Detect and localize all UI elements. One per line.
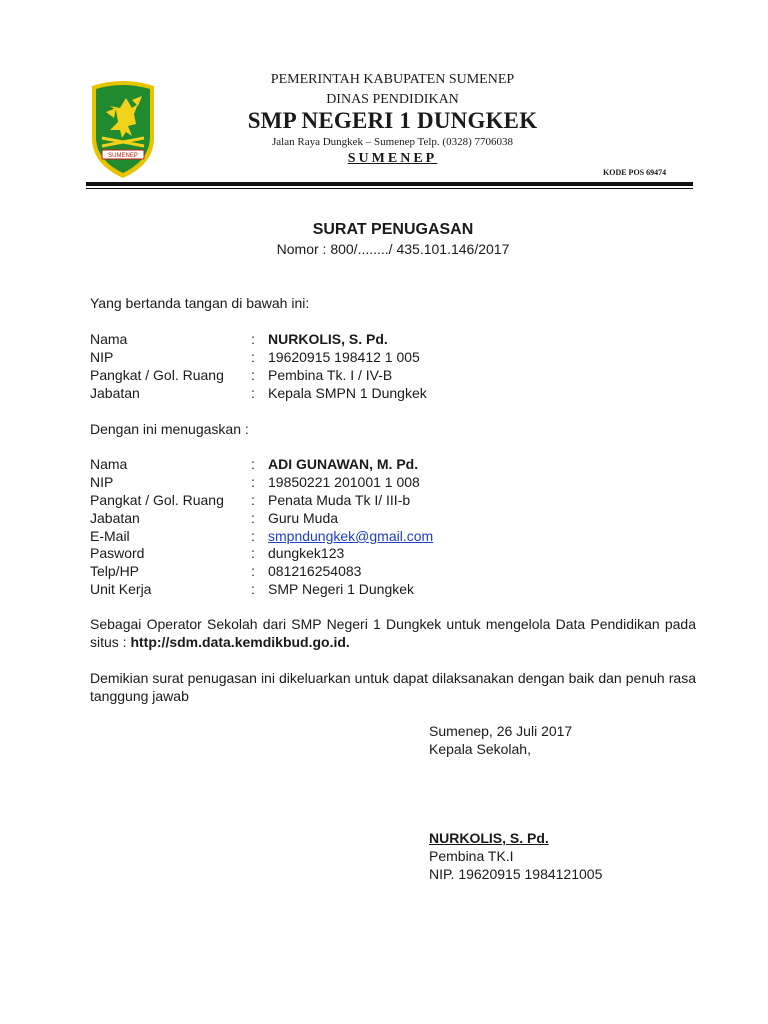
assignee-label-email: E-Mail (90, 528, 130, 544)
colon: : (251, 545, 255, 561)
purpose-text: Sebagai Operator Sekolah dari SMP Negeri 1 Dungkek untuk mengelola Data Pendidikan pada situs : (90, 616, 696, 650)
assignee-label-unit: Unit Kerja (90, 581, 152, 597)
header-city: SUMENEP (347, 151, 438, 166)
colon: : (251, 349, 255, 365)
letter-title: SURAT PENUGASAN (312, 221, 474, 238)
assignee-nip: 19850221 201001 1 008 (268, 474, 420, 490)
signer-position: Kepala SMPN 1 Dungkek (268, 385, 427, 401)
header-department: DINAS PENDIDIKAN (326, 92, 459, 107)
colon: : (251, 510, 255, 526)
colon: : (251, 474, 255, 490)
assignee-label-nip: NIP (90, 474, 114, 490)
closing-paragraph: Demikian surat penugasan ini dikeluarkan untuk dapat dilaksanakan dengan baik dan penuh rasa tanggung jawab (90, 670, 696, 704)
header-school-name: SMP NEGERI 1 DUNGKEK (247, 108, 538, 133)
signature-place-date: Sumenep, 26 Juli 2017 (429, 723, 573, 739)
purpose-paragraph (90, 615, 696, 651)
signer-label-nip: NIP (90, 349, 114, 365)
email-link[interactable]: smpndungkek@gmail.com (268, 528, 434, 544)
signer-label-position: Jabatan (90, 385, 140, 401)
signer-name: NURKOLIS, S. Pd. (268, 331, 388, 347)
colon: : (251, 528, 255, 544)
assignee-label-name: Nama (90, 456, 128, 472)
signer-rank: Pembina Tk. I / IV-B (268, 367, 393, 383)
assignee-label-position: Jabatan (90, 510, 140, 526)
intro-text: Yang bertanda tangan di bawah ini: (90, 295, 310, 311)
signature-name: NURKOLIS, S. Pd. (429, 830, 549, 846)
colon: : (251, 581, 255, 597)
colon: : (251, 492, 255, 508)
header-divider-thick (86, 182, 693, 186)
signer-label-name: Nama (90, 331, 128, 347)
header-government: PEMERINTAH KABUPATEN SUMENEP (270, 72, 515, 87)
letter-number: Nomor : 800/......../ 435.101.146/2017 (276, 241, 510, 257)
assignee-unit: SMP Negeri 1 Dungkek (268, 581, 415, 597)
signature-position: Kepala Sekolah, (429, 741, 531, 757)
signature-nip: NIP. 19620915 1984121005 (429, 866, 603, 882)
header-address: Jalan Raya Dungkek – Sumenep Telp. (0328) 7706038 (272, 136, 513, 148)
assignee-label-phone: Telp/HP (90, 563, 140, 579)
assignee-name: ADI GUNAWAN, M. Pd. (268, 456, 419, 472)
svg-text:SUMENEP: SUMENEP (108, 153, 138, 159)
assignee-label-password: Pasword (90, 545, 145, 561)
colon: : (251, 456, 255, 472)
assignee-password: dungkek123 (268, 545, 345, 561)
assign-intro: Dengan ini menugaskan : (90, 421, 249, 437)
colon: : (251, 331, 255, 347)
purpose-url: http://sdm.data.kemdikbud.go.id. (130, 634, 350, 650)
school-logo (88, 78, 158, 180)
assignee-phone: 081216254083 (268, 563, 362, 579)
header-postcode: KODE POS 69474 (603, 168, 667, 177)
header-divider-thin (86, 188, 693, 189)
assignee-position: Guru Muda (268, 510, 339, 526)
assignee-label-rank: Pangkat / Gol. Ruang (90, 492, 224, 508)
signer-nip: 19620915 198412 1 005 (268, 349, 420, 365)
signer-label-rank: Pangkat / Gol. Ruang (90, 367, 224, 383)
colon: : (251, 367, 255, 383)
signature-rank: Pembina TK.I (429, 848, 514, 864)
assignee-rank: Penata Muda Tk I/ III-b (268, 492, 411, 508)
colon: : (251, 385, 255, 401)
colon: : (251, 563, 255, 579)
